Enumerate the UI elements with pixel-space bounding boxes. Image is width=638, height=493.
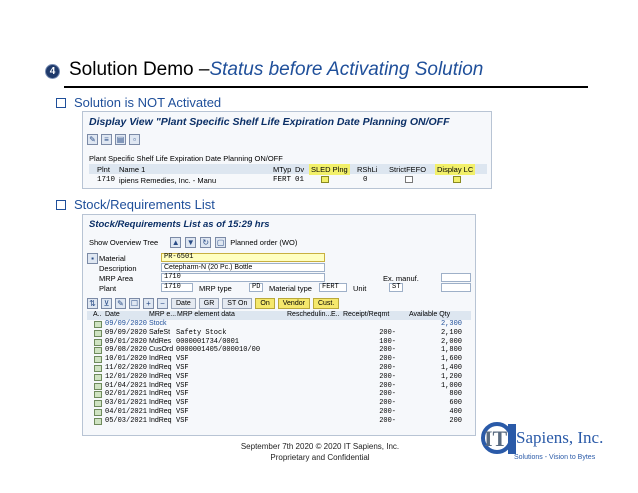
row-detail-icon[interactable] [94,400,102,407]
table-row[interactable] [96,390,476,399]
th-e: E.. [331,311,340,318]
bullet-text: Stock/Requirements List [74,197,215,212]
change-icon[interactable]: ✎ [87,134,98,145]
edit-icon[interactable]: ✎ [115,298,126,309]
th-a: A.. [93,311,102,318]
mrp-type-label: MRP type [199,284,232,293]
col-dv: Dv [295,165,305,174]
cust-button[interactable]: Cust. [313,298,339,309]
row-detail-icon[interactable] [94,339,102,346]
row-mrp-element-data: VSF [176,355,189,364]
refresh-icon[interactable]: ↻ [200,237,211,248]
row-mrp-element: MdRes [149,337,172,345]
display-view-panel [82,111,492,189]
row-mrp-element: IndReq [149,381,172,389]
ex-manuf-field-2 [441,283,471,292]
section-label: Plant Specific Shelf Life Expiration Date Planning ON/OFF [89,154,283,163]
footer [232,441,408,463]
row-date: 02/01/2021 [105,390,148,399]
row-date: 01/04/2021 [105,381,148,390]
details-icon[interactable]: ▤ [116,135,125,144]
row-mrp-element: IndReq [149,399,172,407]
row-date: 09/08/2020 [105,346,148,355]
slide-title-plain: Solution Demo – [69,59,210,80]
description-field: Cetepharm-N (20 Pc.) Bottle [161,263,325,272]
th-date: Date [105,311,120,318]
row-mrp-element: IndReq [149,355,172,363]
table-row[interactable] [96,338,476,347]
row-available-qty: 1,400 [440,364,462,372]
row-available-qty: 2,300 [440,320,462,328]
table-row[interactable] [96,346,476,355]
row-available-qty: 1,800 [440,346,462,355]
it-sapiens-logo [480,418,610,470]
row-date: 09/09/2020 [105,320,148,328]
row-available-qty: 400 [449,408,462,416]
on-button[interactable]: On [255,298,274,309]
row-date: 10/01/2020 [105,355,148,364]
row-date: 05/03/2021 [105,416,148,425]
ex-manuf-field [441,273,471,282]
row-available-qty: 2,100 [440,328,462,337]
cell-name: ipiens Remedies, Inc. - Manu [119,176,217,185]
display-view-title: Display View "Plant Specific Shelf Life Expiration Date Planning ON/OFF [89,116,450,128]
col-name: Name 1 [119,165,146,174]
cell-rshli: 0 [363,176,368,184]
col-rshli: RShLi [357,165,378,174]
expand-icon[interactable]: + [143,298,154,309]
row-receipt-reqmt: 200- [379,328,396,337]
table-row[interactable] [96,399,476,408]
slide-title [69,59,483,81]
cell-mtyp: FERT [273,176,292,184]
row-mrp-element: IndReq [149,408,172,415]
footer-line2: Proprietary and Confidential [270,453,370,462]
row-mrp-element: CusOrd [149,346,174,354]
table-row[interactable] [96,382,476,391]
th-available-qty: Available Qty [409,311,451,318]
ex-manuf-label: Ex. manuf. [383,274,419,283]
row-date: 03/01/2021 [105,399,148,408]
row-date: 12/01/2020 [105,372,148,381]
st-on-button[interactable]: ST On [222,298,252,309]
slide-title-italic: Status before Activating Solution [209,59,484,80]
row-mrp-element: IndReq [149,390,172,398]
row-mrp-element-data: VSF [176,381,189,390]
row-receipt-reqmt: 200- [379,416,396,425]
mrp-type-field: PD [249,283,263,292]
planned-order-button[interactable]: Planned order (WO) [230,238,298,247]
stock-list-title: Stock/Requirements List as of 15:29 hrs [89,219,270,230]
row-available-qty: 1,200 [440,372,462,381]
row-detail-icon[interactable] [94,409,102,416]
row-receipt-reqmt: 200- [379,364,396,372]
row-receipt-reqmt: 200- [379,408,396,416]
row-available-qty: 1,600 [440,355,462,364]
th-mrp-element: MRP e... [149,311,177,318]
print-icon[interactable]: ▫ [129,134,140,145]
col-strictfefo: StrictFEFO [389,165,427,174]
display-view-toolbar [87,134,140,145]
row-detail-icon[interactable] [94,383,102,390]
row-detail-icon[interactable] [94,321,102,328]
stock-table-header [87,311,471,320]
unit-field: ST [389,283,403,292]
row-receipt-reqmt: 200- [379,346,396,355]
plant-label: Plant [99,284,117,293]
gr-button[interactable]: GR [199,298,220,309]
row-detail-icon[interactable] [94,330,102,337]
footer-line1: September 7th 2020 © 2020 IT Sapiens, Inc. [240,442,400,451]
row-receipt-reqmt: 200- [379,381,396,390]
list-icon[interactable]: ≡ [101,134,112,145]
row-mrp-element-data: VSF [176,416,189,425]
row-available-qty: 2,000 [440,337,462,346]
description-label: Description [99,264,137,273]
row-date: 09/09/2020 [105,328,148,337]
table-row[interactable] [96,320,476,329]
bullet-box-icon [56,200,66,210]
material-icon: ▪ [87,253,98,264]
row-date: 04/01/2021 [105,408,148,416]
row-mrp-element: SafeSt [149,328,171,336]
unit-label: Unit [353,284,367,293]
row-detail-icon[interactable] [94,374,102,381]
table-row[interactable] [96,364,476,373]
row-detail-icon[interactable] [94,356,102,363]
select-icon[interactable]: ☐ [130,299,139,308]
title-underline [64,86,588,88]
table-row[interactable] [96,329,476,338]
row-detail-icon[interactable] [94,391,102,398]
row-mrp-element-data: VSF [176,372,189,381]
cell-plnt: 1710 [97,176,116,184]
row-available-qty: 1,000 [440,381,462,390]
vendor-button[interactable]: Vendor [278,298,310,309]
filter-icon[interactable]: ▼ [186,238,195,247]
row-available-qty: 800 [449,390,462,399]
row-mrp-element-data: VSF [176,399,189,408]
row-mrp-element: IndReq [149,364,172,371]
table-row[interactable] [96,373,476,382]
row-detail-icon[interactable] [94,418,102,425]
document-icon[interactable]: ▢ [216,238,225,247]
row-mrp-element-data: 0000001734/0001 [176,337,240,346]
col-mtyp: MTyp [273,165,292,174]
row-mrp-element-data: VSF [176,408,189,416]
material-type-label: Material type [269,284,312,293]
button-bar [87,298,339,309]
row-mrp-element: IndReq [149,372,172,380]
row-mrp-element-data: VSF [176,364,189,372]
logo-tagline: Solutions - Vision to Bytes [514,454,596,461]
row-detail-icon[interactable] [94,347,102,354]
plant-field: 1710 [161,283,193,292]
stock-toolbar [89,237,297,248]
table-row[interactable] [96,408,476,417]
table-row[interactable] [96,417,476,426]
row-date: 11/02/2020 [105,364,148,372]
row-mrp-element-data: 0000001405/000010/00 [176,346,261,355]
date-button[interactable]: Date [171,298,196,309]
mrp-area-field: 1710 [161,273,325,282]
row-mrp-element-data: Safety Stock [176,328,227,337]
row-detail-icon[interactable] [94,365,102,372]
slide-number-badge: 4 [45,64,60,79]
planning-icon[interactable]: ▲ [171,238,180,247]
display-lc-checkbox[interactable] [453,176,461,183]
logo-name: Sapiens, Inc. [516,428,604,447]
row-mrp-element: Stock [149,320,167,327]
strictfefo-checkbox[interactable] [405,176,413,183]
row-receipt-reqmt: 200- [379,399,396,408]
bullet-text: Solution is NOT Activated [74,95,222,110]
col-sled-plng: SLED Plng [311,165,348,174]
row-receipt-reqmt: 100- [379,337,396,346]
th-rescheduling: Reschedulin... [287,311,332,318]
row-mrp-element: IndReq [149,416,172,424]
row-mrp-element-data: VSF [176,390,189,399]
th-receipt-reqmt: Receipt/Reqmt [343,311,390,318]
col-plnt: Plnt [97,165,110,174]
table-row[interactable] [96,355,476,364]
bullet-box-icon [56,98,66,108]
row-receipt-reqmt: 200- [379,372,396,381]
row-receipt-reqmt: 200- [379,355,396,364]
bullet-stock-list [56,197,215,212]
collapse-icon[interactable]: − [157,298,168,309]
material-type-field: FERT [319,283,347,292]
material-label: Material [99,254,126,263]
sort-icon[interactable]: ⇅ [87,298,98,309]
material-field[interactable]: PR-6501 [161,253,325,262]
bullet-solution-status [56,95,221,110]
filter-list-icon[interactable]: ⊻ [101,298,112,309]
row-receipt-reqmt: 200- [379,390,396,399]
row-available-qty: 200 [449,416,462,425]
cell-dv: 01 [295,176,305,184]
sled-plng-checkbox[interactable] [321,176,329,183]
logo-letters: IT [484,426,508,451]
col-display-lc: Display LC [437,165,474,174]
mrp-area-label: MRP Area [99,274,134,283]
row-date: 09/01/2020 [105,337,148,346]
view-table-row[interactable] [89,175,487,185]
row-available-qty: 600 [449,399,462,408]
view-table-header [89,164,487,174]
show-overview-tree-button[interactable]: Show Overview Tree [89,238,159,247]
th-mrp-element-data: MRP element data [177,311,235,318]
